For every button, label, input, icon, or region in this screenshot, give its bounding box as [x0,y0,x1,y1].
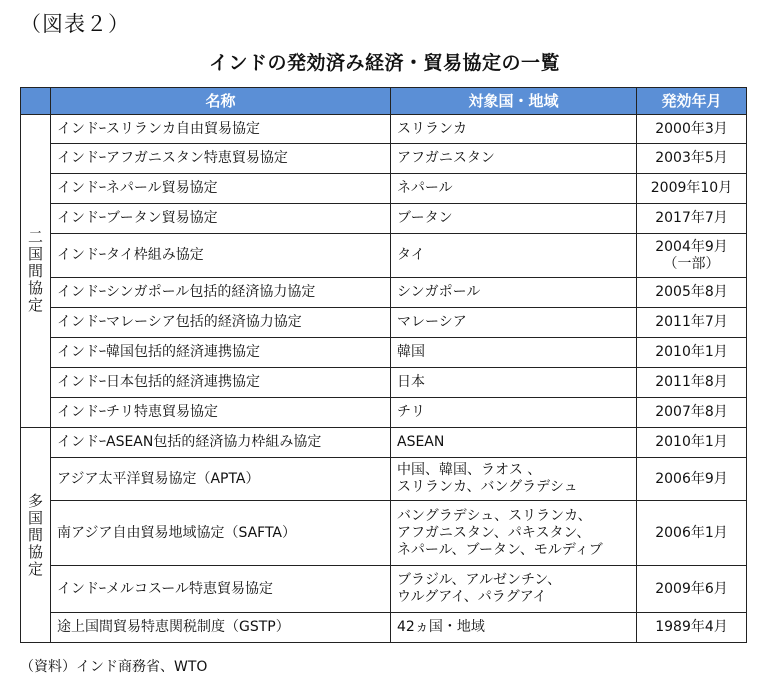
table-row [21,428,747,458]
agreement-name: インドｰ日本包括的経済連携協定 [51,368,391,398]
table-row [21,204,747,234]
group-label-char: 定 [27,295,43,314]
agreement-name: インドｰマレーシア包括的経済協力協定 [51,308,391,338]
agreement-name: インドｰメルコスール特恵貿易協定 [51,566,391,613]
agreement-name: インドｰアフガニスタン特恵貿易協定 [51,144,391,174]
group-label-char: 二 [27,227,43,246]
group-label-char: 定 [27,559,43,578]
partner-line: シンガポール [397,284,481,300]
partner-line: スリランカ [397,120,467,137]
date-line: 2011年7月 [655,314,728,330]
group-label-char: 国 [27,244,43,263]
partner-line: ブータン [397,210,453,226]
table-title: インドの発効済み経済・貿易協定の一覧 [208,52,560,74]
partner-countries [391,458,637,501]
table-row [21,398,747,428]
partner-countries [391,566,637,613]
partner-countries [391,428,637,458]
partner-countries [391,204,637,234]
table-row [21,368,747,398]
effective-date [637,278,747,308]
table-row [21,308,747,338]
date-line: 2017年7月 [655,210,728,226]
table-row [21,234,747,278]
group-label-char: 間 [27,261,43,280]
header-country: 対象国・地域 [391,88,637,115]
partner-countries [391,174,637,204]
partner-countries [391,338,637,368]
partner-line: チリ [397,404,425,420]
date-line: （一部） [663,255,720,272]
effective-date [637,613,747,643]
date-line: 2010年1月 [655,344,728,360]
effective-date [637,398,747,428]
partner-line: アフガニスタン、パキスタン、 [397,524,591,541]
agreement-name: インドｰスリランカ自由貿易協定 [51,115,391,144]
agreement-name: インドｰ韓国包括的経済連携協定 [51,338,391,368]
effective-date [637,115,747,144]
table-row [21,501,747,566]
agreement-name: 南アジア自由貿易地域協定（SAFTA） [51,501,391,566]
date-line: 2009年6月 [655,580,728,597]
date-line: 1989年4月 [655,619,728,635]
header-date: 発効年月 [637,88,747,115]
agreement-name: インドｰネパール貿易協定 [51,174,391,204]
partner-countries [391,308,637,338]
partner-countries [391,368,637,398]
group-label-char: 協 [27,542,43,561]
partner-line: ネパール、ブータン、モルディブ [397,541,603,558]
group-label-char: 協 [27,278,43,297]
partner-line: タイ [397,247,425,263]
partner-line: ブラジル、アルゼンチン、 [397,572,562,588]
partner-line: 日本 [397,374,425,390]
partner-line: ウルグアイ、パラグアイ [397,589,547,605]
partner-line: ASEAN [397,434,445,450]
agreement-name: アジア太平洋貿易協定（APTA） [51,458,391,501]
partner-countries [391,613,637,643]
agreement-name: インドｰチリ特恵貿易協定 [51,398,391,428]
agreement-name: インドｰブータン貿易協定 [51,204,391,234]
table-row [21,566,747,613]
table-row [21,144,747,174]
date-line: 2000年3月 [655,120,728,137]
effective-date [637,174,747,204]
partner-countries [391,234,637,278]
partner-countries [391,501,637,566]
table-row [21,174,747,204]
partner-line: アフガニスタン [397,150,495,166]
effective-date [637,204,747,234]
date-line: 2003年5月 [655,150,728,166]
date-line: 2004年9月 [655,238,728,255]
agreement-name: インドｰASEAN包括的経済協力枠組み協定 [51,428,391,458]
partner-line: スリランカ、バングラデシュ [397,479,578,495]
effective-date [637,234,747,278]
agreement-name: インドｰシンガポール包括的経済協力協定 [51,278,391,308]
table-body [21,115,747,643]
agreements-table [20,87,747,643]
date-line: 2005年8月 [655,284,728,300]
effective-date [637,338,747,368]
table-row [21,115,747,144]
group-label-char: 間 [27,525,43,544]
effective-date [637,501,747,566]
effective-date [637,566,747,613]
partner-countries [391,115,637,144]
effective-date [637,428,747,458]
agreement-name: インドｰタイ枠組み協定 [51,234,391,278]
date-line: 2006年9月 [655,470,728,487]
group-label [21,115,51,428]
partner-countries [391,144,637,174]
date-line: 2011年8月 [655,374,728,390]
header-name: 名称 [51,88,391,115]
header-group-cell [21,88,51,115]
figure-label: （図表２） [20,12,130,36]
date-line: 2006年1月 [655,524,728,541]
partner-line: 中国、韓国、ラオス 、 [397,462,542,478]
agreement-name: 途上国間貿易特恵関税制度（GSTP） [51,613,391,643]
source-note: （資料）インド商務省、WTO [20,659,208,675]
effective-date [637,368,747,398]
table-row [21,458,747,501]
partner-line: マレーシア [397,314,467,330]
partner-line: バングラデシュ、スリランカ、 [397,507,592,524]
table-row [21,613,747,643]
date-line: 2007年8月 [655,404,728,420]
partner-line: 韓国 [397,344,425,360]
date-line: 2010年1月 [655,434,728,450]
partner-line: ネパール [397,180,453,196]
table-row [21,278,747,308]
partner-countries [391,278,637,308]
effective-date [637,144,747,174]
effective-date [637,458,747,501]
header-row [21,88,747,115]
table-row [21,338,747,368]
date-line: 2009年10月 [650,180,733,196]
group-label-char: 国 [27,508,43,527]
group-label-char: 多 [27,491,43,510]
effective-date [637,308,747,338]
group-label [21,428,51,643]
partner-line: 42ヵ国・地域 [397,619,485,635]
partner-countries [391,398,637,428]
